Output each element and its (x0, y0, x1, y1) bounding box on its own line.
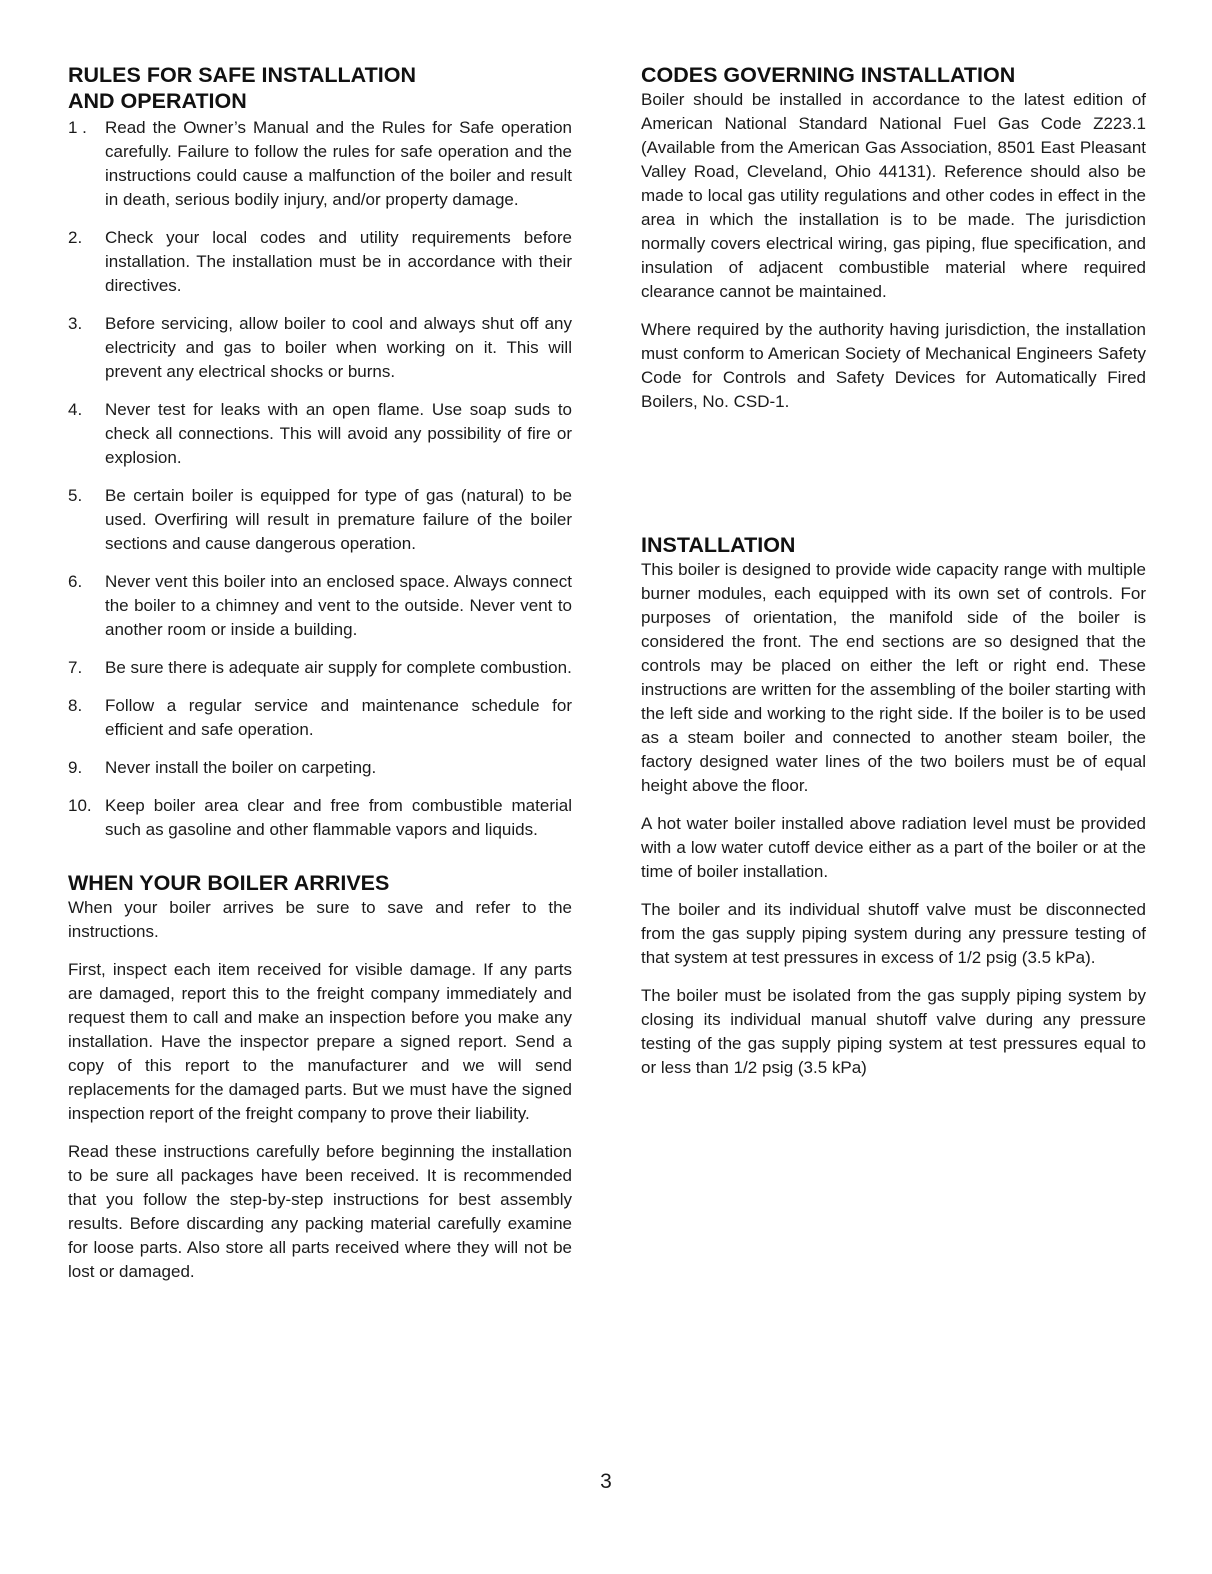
arrives-section (68, 870, 572, 1284)
arrives-paragraph-2: First, inspect each item received for visible damage. If any parts are damaged, report this to the freight company immediately and request them to call and make an inspection before you make any installation. Have the inspector prepare a signed report. Send a copy of this report to the manufacturer and we will send replacements for the damaged parts. But we must have the signed inspection report of the freight company to prove their liability. (68, 960, 572, 1123)
installation-paragraph-1: This boiler is designed to provide wide capacity range with multiple burner modules, each equipped with its own set of controls. For purposes of orientation, the manifold side of the boiler is considered the front. The end sections are so designed that the controls may be placed on either the left or right end. These instructions are written for the assembling of the boiler starting with the left side and working to the right side. If the boiler is to be used as a steam boiler and connected to another steam boiler, the factory designed water lines of the two boilers must be of equal height above the floor. (641, 560, 1146, 795)
page-number: 3 (600, 1470, 612, 1493)
arrives-paragraph-3: Read these instructions carefully before beginning the installation to be sure all packages have been received. It is recommended that you follow the step-by-step instructions for best assembly results. Before discarding any packing material carefully examine for loose parts. Also store all parts received where they will not be lost or damaged. (68, 1142, 572, 1281)
installation-paragraph-4: The boiler must be isolated from the gas supply piping system by closing its individual manual shutoff valve during any pressure testing of the gas supply piping system at test pressures equal to or less than 1/2 psig (3.5 kPa) (641, 986, 1146, 1077)
rule-number: 3. (68, 314, 83, 333)
rule-number: 6. (68, 572, 83, 591)
rule-text: Keep boiler area clear and free from combustible material such as gasoline and other flammable vapors and liquids. (105, 796, 572, 839)
rule-number: 9. (68, 758, 83, 777)
rules-list (68, 116, 572, 842)
rule-item-8 (68, 694, 572, 742)
rule-item-5 (68, 484, 572, 556)
codes-paragraph-2: Where required by the authority having jurisdiction, the installation must conform to American Society of Mechanical Engineers Safety Code for Controls and Safety Devices for Automatically Fired Boilers, No. CSD-1. (641, 320, 1146, 411)
rule-text: Read the Owner’s Manual and the Rules for Safe operation carefully. Failure to follow the rules for safe operation and the instructions could cause a malfunction of the boiler and result in death, serious bodily injury, and/or property damage. (105, 118, 572, 209)
rule-text: Be sure there is adequate air supply for complete combustion. (105, 658, 572, 677)
installation-section (641, 532, 1146, 1080)
rule-text: Never test for leaks with an open flame. Use soap suds to check all connections. This will avoid any possibility of fire or explosion. (105, 400, 572, 467)
left-column (68, 62, 572, 1284)
installation-paragraph-3: The boiler and its individual shutoff valve must be disconnected from the gas supply piping system during any pressure testing of that system at test pressures in excess of 1/2 psig (3.5 kPa). (641, 900, 1146, 967)
rule-number: 5. (68, 486, 83, 505)
rules-heading-line1: RULES FOR SAFE INSTALLATION (68, 63, 416, 87)
rule-number: 1 . (68, 118, 87, 137)
rule-text: Check your local codes and utility requirements before installation. The installation must be in accordance with their directives. (105, 228, 572, 295)
arrives-heading: WHEN YOUR BOILER ARRIVES (68, 871, 390, 895)
rule-item-7 (68, 656, 572, 680)
rule-item-2 (68, 226, 572, 298)
codes-heading: CODES GOVERNING INSTALLATION (641, 63, 1016, 87)
rule-number: 4. (68, 400, 83, 419)
rule-item-4 (68, 398, 572, 470)
right-column (641, 62, 1146, 1077)
rule-item-10 (68, 794, 572, 842)
rule-item-3 (68, 312, 572, 384)
rule-item-6 (68, 570, 572, 642)
installation-heading: INSTALLATION (641, 533, 796, 557)
rule-number: 2. (68, 228, 83, 247)
codes-paragraph-1: Boiler should be installed in accordance to the latest edition of American National Standard National Fuel Gas Code Z223.1 (Available from the American Gas Association, 8501 East Pleasant Valley Road, Cleveland, Ohio 44131). Reference should also be made to local gas utility regulations and other codes in effect in the area in which the installation is to be made. The jurisdiction normally covers electrical wiring, gas piping, flue specification, and insulation of adjacent combustible material where required clearance cannot be maintained. (641, 90, 1146, 301)
rule-item-1 (68, 116, 572, 212)
rule-number: 8. (68, 696, 83, 715)
rule-text: Never vent this boiler into an enclosed space. Always connect the boiler to a chimney and vent to the outside. Never vent to another room or inside a building. (105, 572, 572, 639)
rules-heading-line2: AND OPERATION (68, 89, 247, 113)
rule-item-9 (68, 756, 572, 780)
rules-heading (68, 62, 572, 114)
rule-number: 7. (68, 658, 83, 677)
rule-text: Follow a regular service and maintenance schedule for efficient and safe operation. (105, 696, 572, 739)
rule-number: 10. (68, 796, 92, 815)
codes-section (641, 62, 1146, 414)
rule-text: Be certain boiler is equipped for type of gas (natural) to be used. Overfiring will result in premature failure of the boiler sections and cause dangerous operation. (105, 486, 572, 553)
arrives-paragraph-1: When your boiler arrives be sure to save and refer to the instructions. (68, 898, 572, 941)
rule-text: Never install the boiler on carpeting. (105, 758, 377, 777)
rule-text: Before servicing, allow boiler to cool and always shut off any electricity and gas to boiler when working on it. This will prevent any electrical shocks or burns. (105, 314, 572, 381)
rules-section (68, 62, 572, 842)
installation-paragraph-2: A hot water boiler installed above radiation level must be provided with a low water cutoff device either as a part of the boiler or at the time of boiler installation. (641, 814, 1146, 881)
